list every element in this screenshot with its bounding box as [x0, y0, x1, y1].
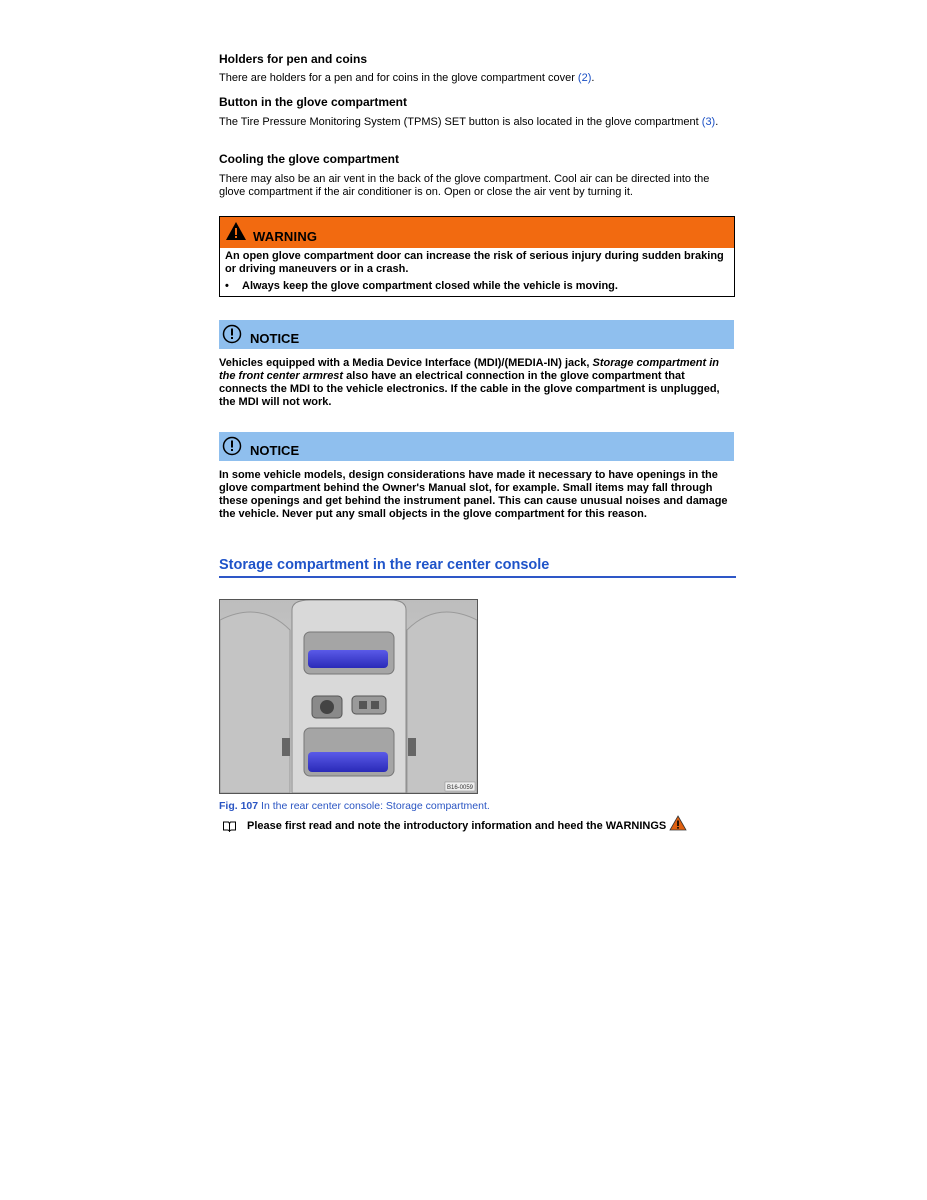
- ref-link-3[interactable]: (3): [701, 116, 716, 128]
- rear-console-illustration: [220, 600, 477, 793]
- paragraph-pen-coins: There are holders for a pen and for coins in the glove compartment cover (2).: [219, 72, 595, 84]
- warning-box: [219, 216, 735, 297]
- book-icon: [219, 821, 240, 832]
- warning-triangle-icon: [225, 221, 247, 241]
- warning-text: An open glove compartment door can increase the risk of serious injury during sudden braking or driving maneuvers or in a crash.: [225, 250, 724, 275]
- figure-code: B16-0059: [446, 785, 474, 791]
- warning-body: [220, 248, 734, 296]
- section-title: Storage compartment in the rear center console: [219, 557, 736, 578]
- notice-text-2: In some vehicle models, design considerations have made it necessary to have openings in the glove compartment behind the Owner's Manual slot, for example. Small items may fall through these openings and get behind the instrument panel. This can cause unusual noises and damage the vehicle. Never put any small objects in the glove compartment for this reason.: [219, 469, 728, 520]
- notice-label-2: NOTICE: [250, 443, 300, 458]
- paragraph-cooling: There may also be an air vent in the back of the glove compartment. Cool air can be directed into the glove compartment if the air conditioner is on. Open or close the air vent by turning it.: [219, 173, 710, 198]
- notice-exclamation-icon: [222, 436, 242, 456]
- notice-exclamation-icon: [222, 324, 242, 344]
- paragraph-button-glove: The Tire Pressure Monitoring System (TPMS) SET button is also located in the glove compartment (3).: [219, 116, 719, 128]
- heading-cooling: Cooling the glove compartment: [219, 152, 400, 166]
- bullet-dot-icon: •: [225, 280, 229, 292]
- notice-header-2: [219, 432, 734, 461]
- warning-bullet: [225, 280, 729, 293]
- warning-triangle-icon[interactable]: [669, 815, 687, 831]
- figure-caption: Fig. 107 In the rear center console: Storage compartment.: [219, 800, 490, 812]
- notice-label-1: NOTICE: [250, 331, 300, 346]
- read-note-text: Please first read and note the introductory information and heed the WARNINGS: [247, 820, 667, 832]
- warning-header: [220, 217, 734, 248]
- heading-button-glove: Button in the glove compartment: [219, 95, 408, 109]
- warning-bullet-text: Always keep the glove compartment closed while the vehicle is moving.: [242, 280, 618, 292]
- heading-pen-coins: Holders for pen and coins: [219, 52, 368, 66]
- ref-link-2[interactable]: (2): [577, 72, 592, 84]
- figure-rear-console: [219, 599, 478, 794]
- notice-text-1: Vehicles equipped with a Media Device Interface (MDI)/(MEDIA-IN) jack, Storage compartment in the front center armrest also have an electrical connection in the glove compartment that connects the MDI to the vehicle electronics. If the cable in the glove compartment is unplugged, the MDI will not work.: [219, 357, 720, 408]
- warning-label: WARNING: [253, 229, 318, 244]
- notice-header-1: [219, 320, 734, 349]
- read-note: [219, 820, 687, 832]
